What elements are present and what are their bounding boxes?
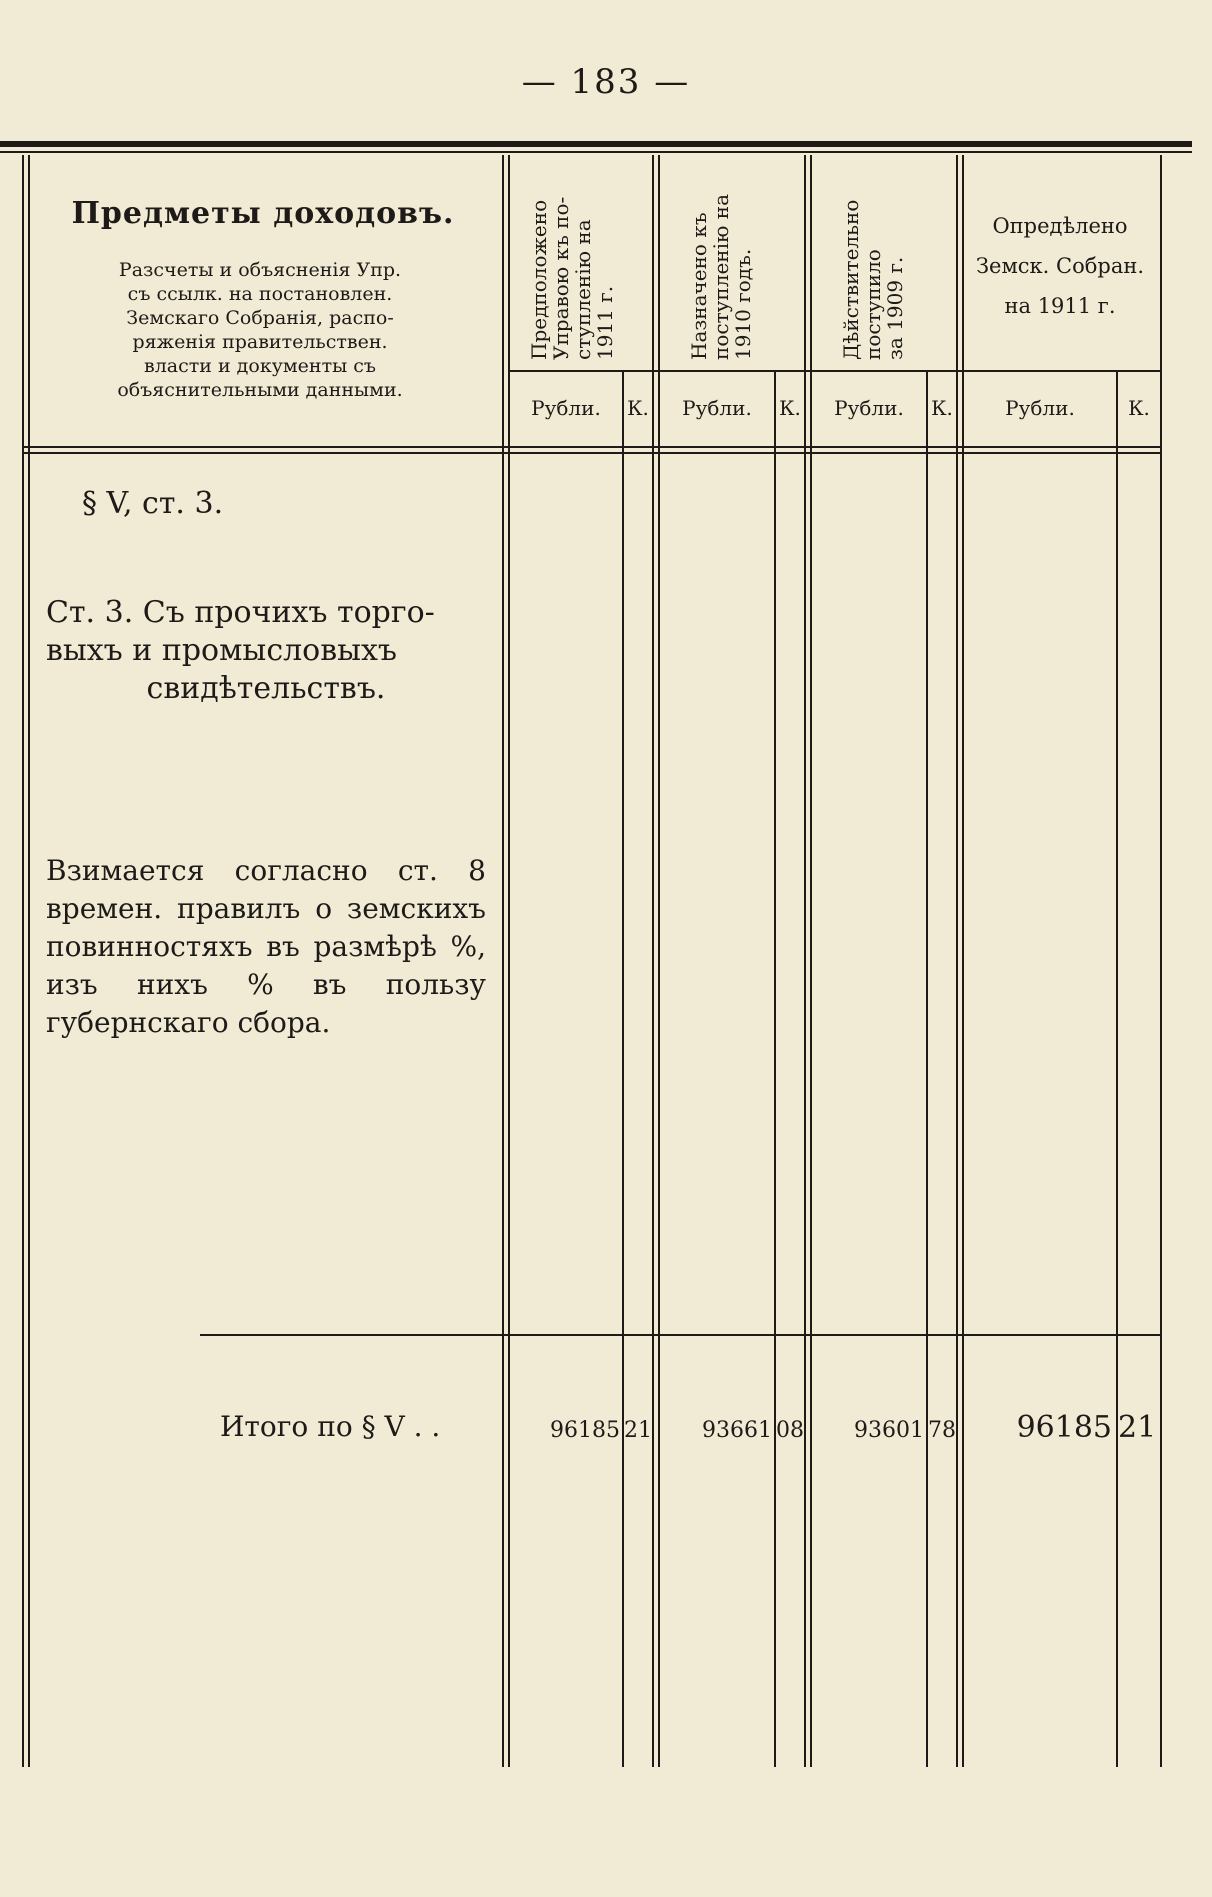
total-actual-rubles: 93601 bbox=[854, 1418, 924, 1443]
grid-line bbox=[22, 155, 24, 1767]
total-assigned-kop: 08 bbox=[776, 1418, 804, 1443]
header-subtitle: Разсчеты и объясненія Упр. съ ссылк. на постановлен. Земскаго Собранія, распо- ряженія правительствен. власти и документы съ объяснительными данными. bbox=[117, 259, 403, 401]
column-header-actual: Дѣйствительно поступило за 1909 г. bbox=[839, 199, 907, 360]
grid-line bbox=[28, 155, 30, 1767]
unit-rubles: Рубли. bbox=[531, 396, 601, 420]
header-title: Предметы доходовъ. bbox=[71, 196, 455, 231]
unit-kop: К. bbox=[627, 396, 649, 420]
column-header-determined: Опредѣлено Земск. Собран. на 1911 г. bbox=[975, 214, 1145, 318]
unit-rubles: Рубли. bbox=[834, 396, 904, 420]
top-rule-thin bbox=[0, 151, 1192, 153]
grid-line bbox=[1116, 370, 1118, 1767]
grid-line bbox=[804, 155, 806, 1767]
total-determined-kop: 21 bbox=[1118, 1410, 1157, 1445]
column-header-assigned: Назначено къ поступленію на 1910 годъ. bbox=[687, 193, 755, 360]
unit-kop: К. bbox=[931, 396, 953, 420]
grid-line bbox=[22, 452, 1162, 454]
grid-line bbox=[22, 446, 1162, 448]
article-title: Ст. 3. Съ прочихъ торго- выхъ и промысловыхъ свидѣтельствъ. bbox=[46, 595, 435, 706]
grid-line bbox=[774, 370, 776, 1767]
unit-rubles: Рубли. bbox=[1005, 396, 1075, 420]
unit-kop: К. bbox=[1128, 396, 1150, 420]
section-heading: § V, ст. 3. bbox=[82, 486, 224, 521]
total-proposed-kop: 21 bbox=[624, 1418, 652, 1443]
page-number: — 183 — bbox=[521, 62, 691, 102]
grid-line bbox=[508, 370, 1160, 372]
article-note: Взимается согласно ст. 8 времен. правилъ о земскихъ повинностяхъ въ размѣрѣ %, изъ нихъ % въ пользу губернскаго сбора. bbox=[46, 854, 486, 1039]
total-determined-rubles: 96185 bbox=[1016, 1410, 1112, 1445]
grid-line bbox=[1160, 155, 1162, 1767]
total-assigned-rubles: 93661 bbox=[702, 1418, 772, 1443]
top-rule bbox=[0, 141, 1192, 147]
total-proposed-rubles: 96185 bbox=[550, 1418, 620, 1443]
grid-line bbox=[652, 155, 654, 1767]
grid-line bbox=[200, 1334, 1162, 1336]
grid-line bbox=[622, 370, 624, 1767]
grid-line bbox=[502, 155, 504, 1767]
unit-kop: К. bbox=[779, 396, 801, 420]
unit-rubles: Рубли. bbox=[682, 396, 752, 420]
total-label: Итого по § V . . bbox=[220, 1410, 441, 1443]
grid-line bbox=[926, 370, 928, 1767]
total-actual-kop: 78 bbox=[928, 1418, 956, 1443]
column-header-proposed: Предположено Управою къ по- ступленію на 1911 г. bbox=[527, 196, 617, 360]
grid-line bbox=[956, 155, 958, 1767]
